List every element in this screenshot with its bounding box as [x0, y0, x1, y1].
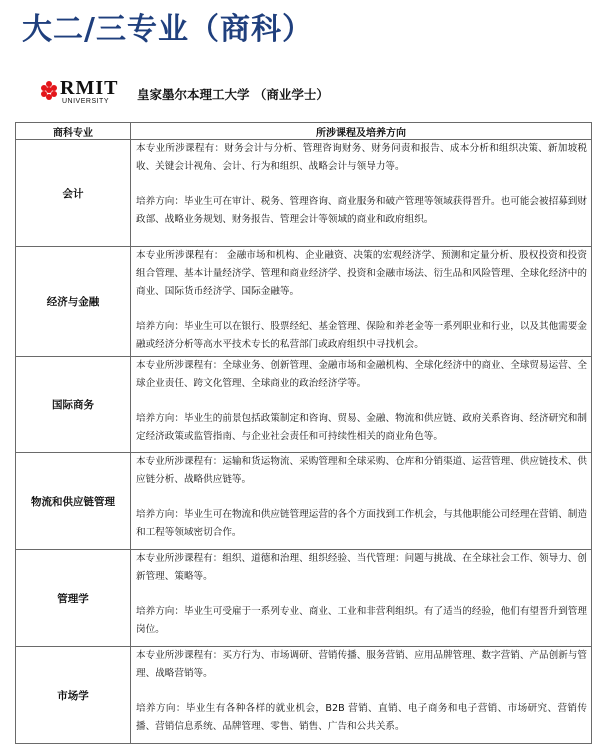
major-description [131, 357, 592, 453]
career-text: 培养方向：毕业生可以在银行、股票经纪、基金管理、保险和养老金等一系列职业和行业，以及其他需要金融或经济分析等高水平技术专长的私营部门或政府组织中寻找机会。 [136, 321, 587, 350]
career-text: 培养方向：毕业生可在物流和供应链管理运营的各个方面找到工作机会，与其他职能公司经理在营销、制造和工程等领域密切合作。 [136, 509, 587, 539]
table-row [16, 453, 592, 550]
major-description [131, 647, 592, 744]
career-text: 培养方向：毕业生可在审计、税务、管理咨询、商业服务和破产管理等领域获得晋升。也可能会被招募到财政部、战略业务规划、财务报告、管理会计等领域的商业和政府组织。 [136, 196, 587, 226]
courses-text: 本专业所涉课程有：全球业务、创新管理、金融市场和金融机构、全球化经济中的商业、全球贸易运营、全球企业责任、跨文化管理、全球商业的政治经济学等。 [136, 360, 587, 389]
logo-wordmark: RMIT [60, 77, 119, 99]
header-major: 商科专业 [16, 123, 131, 140]
table-row [16, 550, 592, 647]
logo-subtitle: UNIVERSITY [62, 98, 110, 105]
table-header-row [16, 123, 592, 140]
career-text: 培养方向：毕业生的前景包括政策制定和咨询、贸易、金融、物流和供应链、政府关系咨询、经济研究和制定经济政策或监管指南、与企业社会责任和可持续性相关的商业角色等。 [136, 413, 587, 443]
header-courses: 所涉课程及培养方向 [131, 123, 592, 140]
major-description [131, 453, 592, 550]
major-name: 经济与金融 [16, 247, 131, 357]
major-name: 管理学 [16, 550, 131, 647]
courses-text: 本专业所涉课程有：运输和货运物流、采购管理和全球采购、仓库和分销渠道、运营管理、供应链技术、供应链分析、战略供应链等。 [136, 456, 587, 485]
major-name: 会计 [16, 140, 131, 247]
courses-text: 本专业所涉课程有：组织、道德和治理、组织经验、当代管理：问题与挑战、在全球社会工作、领导力、创新管理、策略等。 [136, 553, 587, 582]
career-text: 培养方向：毕业生有各种各样的就业机会，B2B 营销、直销、电子商务和电子营销、市场研究、营销传播、营销信息系统、品牌管理、零售、销售、广告和公共关系。 [136, 703, 587, 733]
courses-text: 本专业所涉课程有：财务会计与分析、管理咨询财务、财务问责和报告、成本分析和组织决策、新加坡税收、关键会计视角、会计、行为和组织、战略会计与领导力等。 [136, 143, 587, 172]
table-row [16, 140, 592, 247]
table-row [16, 647, 592, 744]
major-name: 市场学 [16, 647, 131, 744]
university-logo [40, 77, 119, 108]
major-name: 国际商务 [16, 357, 131, 453]
table-row [16, 357, 592, 453]
page-title: 大二/三专业（商科） [22, 12, 313, 47]
courses-text: 本专业所涉课程有：买方行为、市场调研、营销传播、服务营销、应用品牌管理、数字营销、产品创新与管理、战略营销等。 [136, 650, 587, 679]
major-description [131, 550, 592, 647]
majors-table [15, 122, 592, 744]
major-description [131, 140, 592, 247]
university-name: 皇家墨尔本理工大学 （商业学士） [137, 87, 329, 102]
career-text: 培养方向：毕业生可受雇于一系列专业、商业、工业和非营利组织。有了适当的经验，他们有望晋升到管理岗位。 [136, 606, 587, 636]
courses-text: 本专业所涉课程有： 金融市场和机构、企业融资、决策的宏观经济学、预测和定量分析、股权投资和投资组合管理、基本计量经济学、管理和商业经济学、投资和金融市场法、衍生品和风险管理、全球化经济中的商业、国际货币经济学、国际金融等。 [136, 250, 587, 297]
table-row [16, 247, 592, 357]
major-name: 物流和供应链管理 [16, 453, 131, 550]
major-description [131, 247, 592, 357]
